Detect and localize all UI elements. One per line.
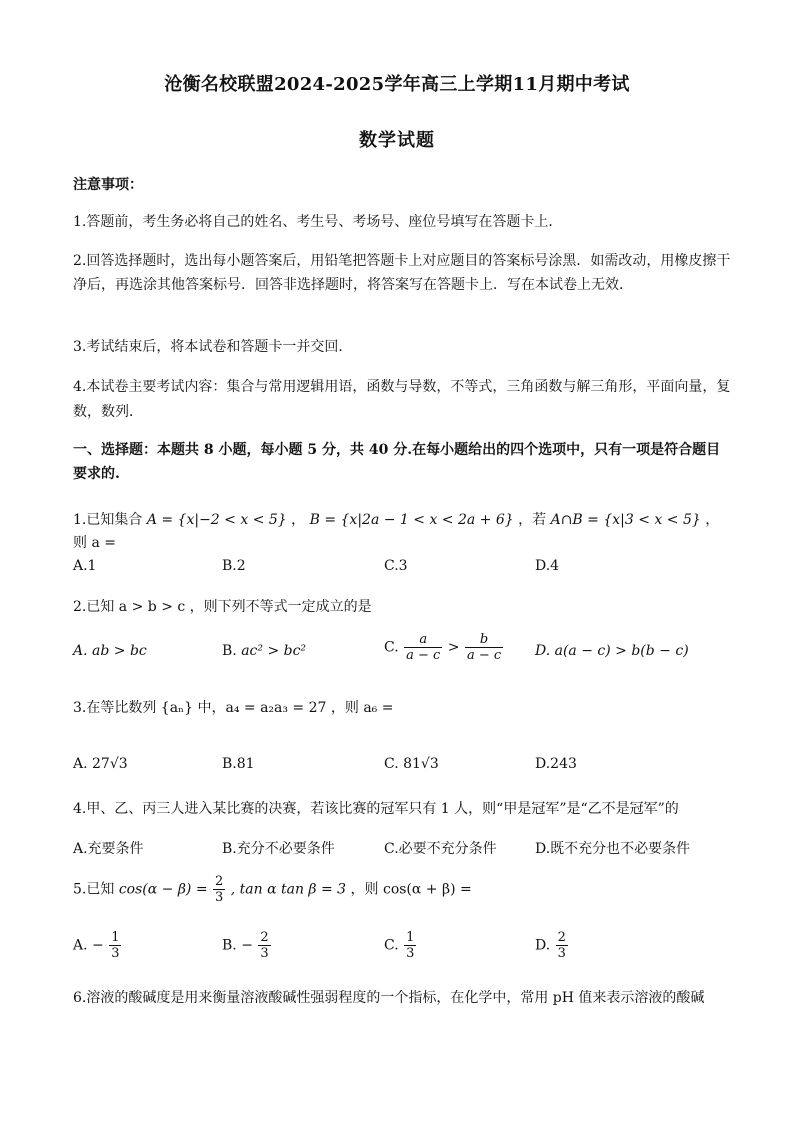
q5-option-c bbox=[384, 930, 417, 961]
q5-frac-num: 2 bbox=[215, 874, 224, 889]
q1-set-a: A = {x|−2 < x < 5} bbox=[146, 512, 287, 528]
exam-title: 沧衡名校联盟2024-2025学年高三上学期11月期中考试 bbox=[164, 74, 630, 95]
q2-option-b-label: B. bbox=[222, 643, 237, 659]
q3-option-a: A. 27√3 bbox=[73, 756, 128, 772]
q4-option-a: A.充要条件 bbox=[73, 841, 144, 857]
q1-ask: ，则 a = bbox=[73, 512, 720, 551]
q5-option-c-label: C. bbox=[384, 937, 399, 954]
q5-a-num: 1 bbox=[111, 930, 120, 945]
q5-option-b bbox=[222, 930, 272, 961]
q5-option-d-label: D. bbox=[535, 937, 551, 954]
q5-b-num: 2 bbox=[260, 930, 269, 945]
q5-tan-product: , tan α tan β = 3 bbox=[230, 881, 347, 898]
q5-option-a bbox=[73, 930, 122, 961]
q5-fraction bbox=[213, 874, 225, 905]
q2-option-b-math: ac² > bc² bbox=[241, 643, 307, 659]
q1-comma: ， bbox=[291, 512, 306, 528]
notice-heading: 注意事项： bbox=[73, 177, 143, 193]
q5-option-d-fraction bbox=[556, 930, 568, 961]
q2-option-b bbox=[222, 643, 306, 659]
q5-prefix: 5.已知 bbox=[73, 881, 115, 898]
q3-option-c: C. 81√3 bbox=[384, 756, 439, 772]
q5-frac-den: 3 bbox=[215, 890, 224, 905]
q5-a-den: 3 bbox=[111, 946, 120, 961]
q1-option-a: A.1 bbox=[73, 558, 97, 574]
q5-ask: ，则 cos(α + β) = bbox=[350, 881, 472, 898]
q1-option-d: D.4 bbox=[535, 558, 560, 574]
q5-b-den: 3 bbox=[260, 946, 269, 961]
q5-option-c-fraction bbox=[404, 930, 416, 961]
q5-cos-diff: cos(α − β) = bbox=[118, 881, 208, 898]
q2-option-a: A. ab > bc bbox=[73, 643, 147, 659]
q2-option-c-fraction-1 bbox=[404, 632, 442, 663]
notice-item-2: 2.回答选择题时，选出每小题答案后，用铅笔把答题卡上对应题目的答案标号涂黑．如需改动，用橡皮擦干净后，再选涂其他答案标号．回答非选择题时，将答案写在答题卡上．写在本试卷上无效． bbox=[73, 253, 731, 293]
q1-option-c: C.3 bbox=[384, 558, 408, 574]
question-6-stem: 6.溶液的酸碱度是用来衡量溶液酸碱性强弱程度的一个指标，在化学中，常用 pH 值来表示溶液的酸碱 bbox=[73, 990, 705, 1006]
exam-subtitle: 数学试题 bbox=[359, 130, 435, 151]
q1-mid: ，若 bbox=[518, 512, 547, 528]
q5-option-a-label: A. − bbox=[73, 937, 104, 954]
q5-option-b-fraction bbox=[258, 930, 270, 961]
q4-option-d: D.既不充分也不必要条件 bbox=[535, 841, 691, 857]
q5-option-d bbox=[535, 930, 569, 961]
q3-option-b: B.81 bbox=[222, 756, 255, 772]
q4-option-c: C.必要不充分条件 bbox=[384, 841, 497, 857]
q1-prefix: 1.已知集合 bbox=[73, 512, 143, 528]
q2-option-d: D. a(a − c) > b(b − c) bbox=[535, 643, 689, 659]
notice-item-4: 4.本试卷主要考试内容：集合与常用逻辑用语，函数与导数，不等式，三角函数与解三角形，平面向量，复数，数列． bbox=[73, 379, 731, 420]
q2-option-c bbox=[384, 632, 504, 663]
q5-d-num: 2 bbox=[557, 930, 566, 945]
q5-option-b-label: B. − bbox=[222, 937, 253, 954]
q5-option-a-fraction bbox=[109, 930, 121, 961]
q1-condition: A∩B = {x|3 < x < 5} bbox=[550, 512, 701, 528]
q5-d-den: 3 bbox=[557, 946, 566, 961]
question-4-stem: 4.甲、乙、丙三人进入某比赛的决赛，若该比赛的冠军只有 1 人，则“甲是冠军”是“乙不是冠军”的 bbox=[73, 801, 679, 817]
q1-option-b: B.2 bbox=[222, 558, 246, 574]
question-3-stem: 3.在等比数列 {aₙ} 中，a₄ = a₂a₃ = 27 ，则 a₆ = bbox=[73, 700, 394, 716]
q5-c-den: 3 bbox=[406, 946, 415, 961]
q4-option-b: B.充分不必要条件 bbox=[222, 841, 335, 857]
q5-c-num: 1 bbox=[406, 930, 415, 945]
q2-c-den-2: a − c bbox=[466, 648, 502, 663]
q1-set-b: B = {x|2a − 1 < x < 2a + 6} bbox=[309, 512, 514, 528]
q2-c-num-2: b bbox=[465, 632, 503, 648]
question-5-stem bbox=[73, 874, 472, 905]
notice-item-1: 1.答题前，考生务必将自己的姓名、考生号、考场号、座位号填写在答题卡上． bbox=[73, 214, 563, 230]
q2-c-den-1: a − c bbox=[406, 648, 441, 663]
q2-c-gt: > bbox=[447, 639, 460, 656]
q3-option-d: D.243 bbox=[535, 756, 577, 772]
q2-c-num-1: a bbox=[404, 632, 442, 648]
question-1-stem bbox=[73, 509, 733, 555]
q2-option-c-label: C. bbox=[384, 639, 399, 656]
question-2-stem: 2.已知 a > b > c ，则下列不等式一定成立的是 bbox=[73, 599, 372, 615]
notice-item-3: 3.考试结束后，将本试卷和答题卡一并交回． bbox=[73, 339, 353, 355]
q2-option-c-fraction-2 bbox=[465, 632, 503, 663]
section-1-heading: 一、选择题：本题共 8 小题，每小题 5 分，共 40 分.在每小题给出的四个选项中，只有一项是符合题目要求的. bbox=[73, 442, 721, 482]
